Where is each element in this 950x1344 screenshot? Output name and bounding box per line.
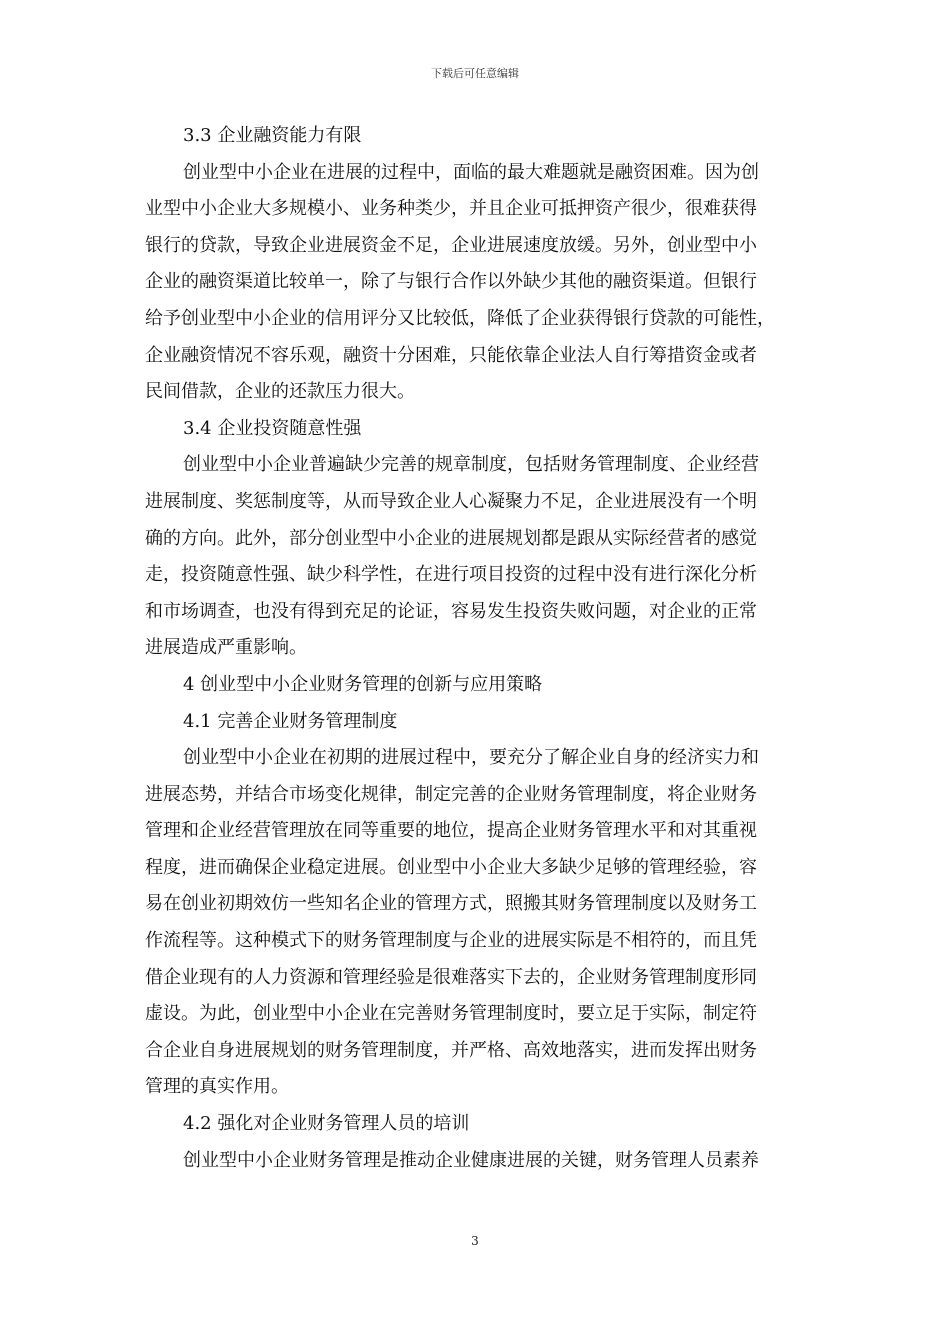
text-line: 作流程等。这种模式下的财务管理制度与企业的进展实际是不相符的，而且凭 [145,930,757,952]
text-line: 进展态势，并结合市场变化规律，制定完善的企业财务管理制度，将企业财务 [145,783,757,805]
page-header: 下载后可任意编辑 [431,67,519,80]
text-line: 4 创业型中小企业财务管理的创新与应用策略 [183,673,543,695]
text-line: 虚设。为此，创业型中小企业在完善财务管理制度时，要立足于实际，制定符 [145,1003,757,1025]
text-line: 给予创业型中小企业的信用评分又比较低，降低了企业获得银行贷款的可能性， [145,307,775,329]
text-line: 4.1 完善企业财务管理制度 [183,710,398,732]
text-line: 管理的真实作用。 [145,1076,289,1098]
document-body [145,118,815,1179]
text-line: 管理和企业经营管理放在同等重要的地位，提高企业财务管理水平和对其重视 [145,820,757,842]
text-line: 进展制度、奖惩制度等，从而导致企业人心凝聚力不足，企业进展没有一个明 [145,490,757,512]
text-line: 民间借款，企业的还款压力很大。 [145,381,415,403]
text-line: 进展造成严重影响。 [145,637,307,659]
text-line: 创业型中小企业在初期的进展过程中，要充分了解企业自身的经济实力和 [183,747,759,769]
text-line: 企业融资情况不容乐观，融资十分困难，只能依靠企业法人自行筹措资金或者 [145,344,757,366]
text-line: 创业型中小企业在进展的过程中，面临的最大难题就是融资困难。因为创 [183,161,759,183]
page-number: 3 [471,1234,479,1248]
text-line: 3.3 企业融资能力有限 [183,125,362,146]
text-line: 3.4 企业投资随意性强 [183,417,362,439]
text-line: 易在创业初期效仿一些知名企业的管理方式，照搬其财务管理制度以及财务工 [145,893,757,915]
text-line: 业型中小企业大多规模小、业务种类少，并且企业可抵押资产很少，很难获得 [145,198,757,220]
text-line: 4.2 强化对企业财务管理人员的培训 [183,1113,470,1135]
text-line: 创业型中小企业普遍缺少完善的规章制度，包括财务管理制度、企业经营 [183,454,759,476]
text-line: 合企业自身进展规划的财务管理制度，并严格、高效地落实，进而发挥出财务 [145,1039,757,1061]
text-line: 和市场调查，也没有得到充足的论证，容易发生投资失败问题，对企业的正常 [145,600,757,622]
text-line: 银行的贷款，导致企业进展资金不足，企业进展速度放缓。另外，创业型中小 [145,234,757,256]
text-line: 程度，进而确保企业稳定进展。创业型中小企业大多缺少足够的管理经验，容 [145,856,757,878]
text-line: 走，投资随意性强、缺少科学性，在进行项目投资的过程中没有进行深化分析 [145,564,757,586]
text-line: 确的方向。此外，部分创业型中小企业的进展规划都是跟从实际经营者的感觉 [145,527,757,549]
text-line: 企业的融资渠道比较单一，除了与银行合作以外缺少其他的融资渠道。但银行 [145,271,757,293]
text-line: 借企业现有的人力资源和管理经验是很难落实下去的，企业财务管理制度形同 [145,966,757,988]
text-line: 创业型中小企业财务管理是推动企业健康进展的关键，财务管理人员素养 [183,1149,759,1171]
